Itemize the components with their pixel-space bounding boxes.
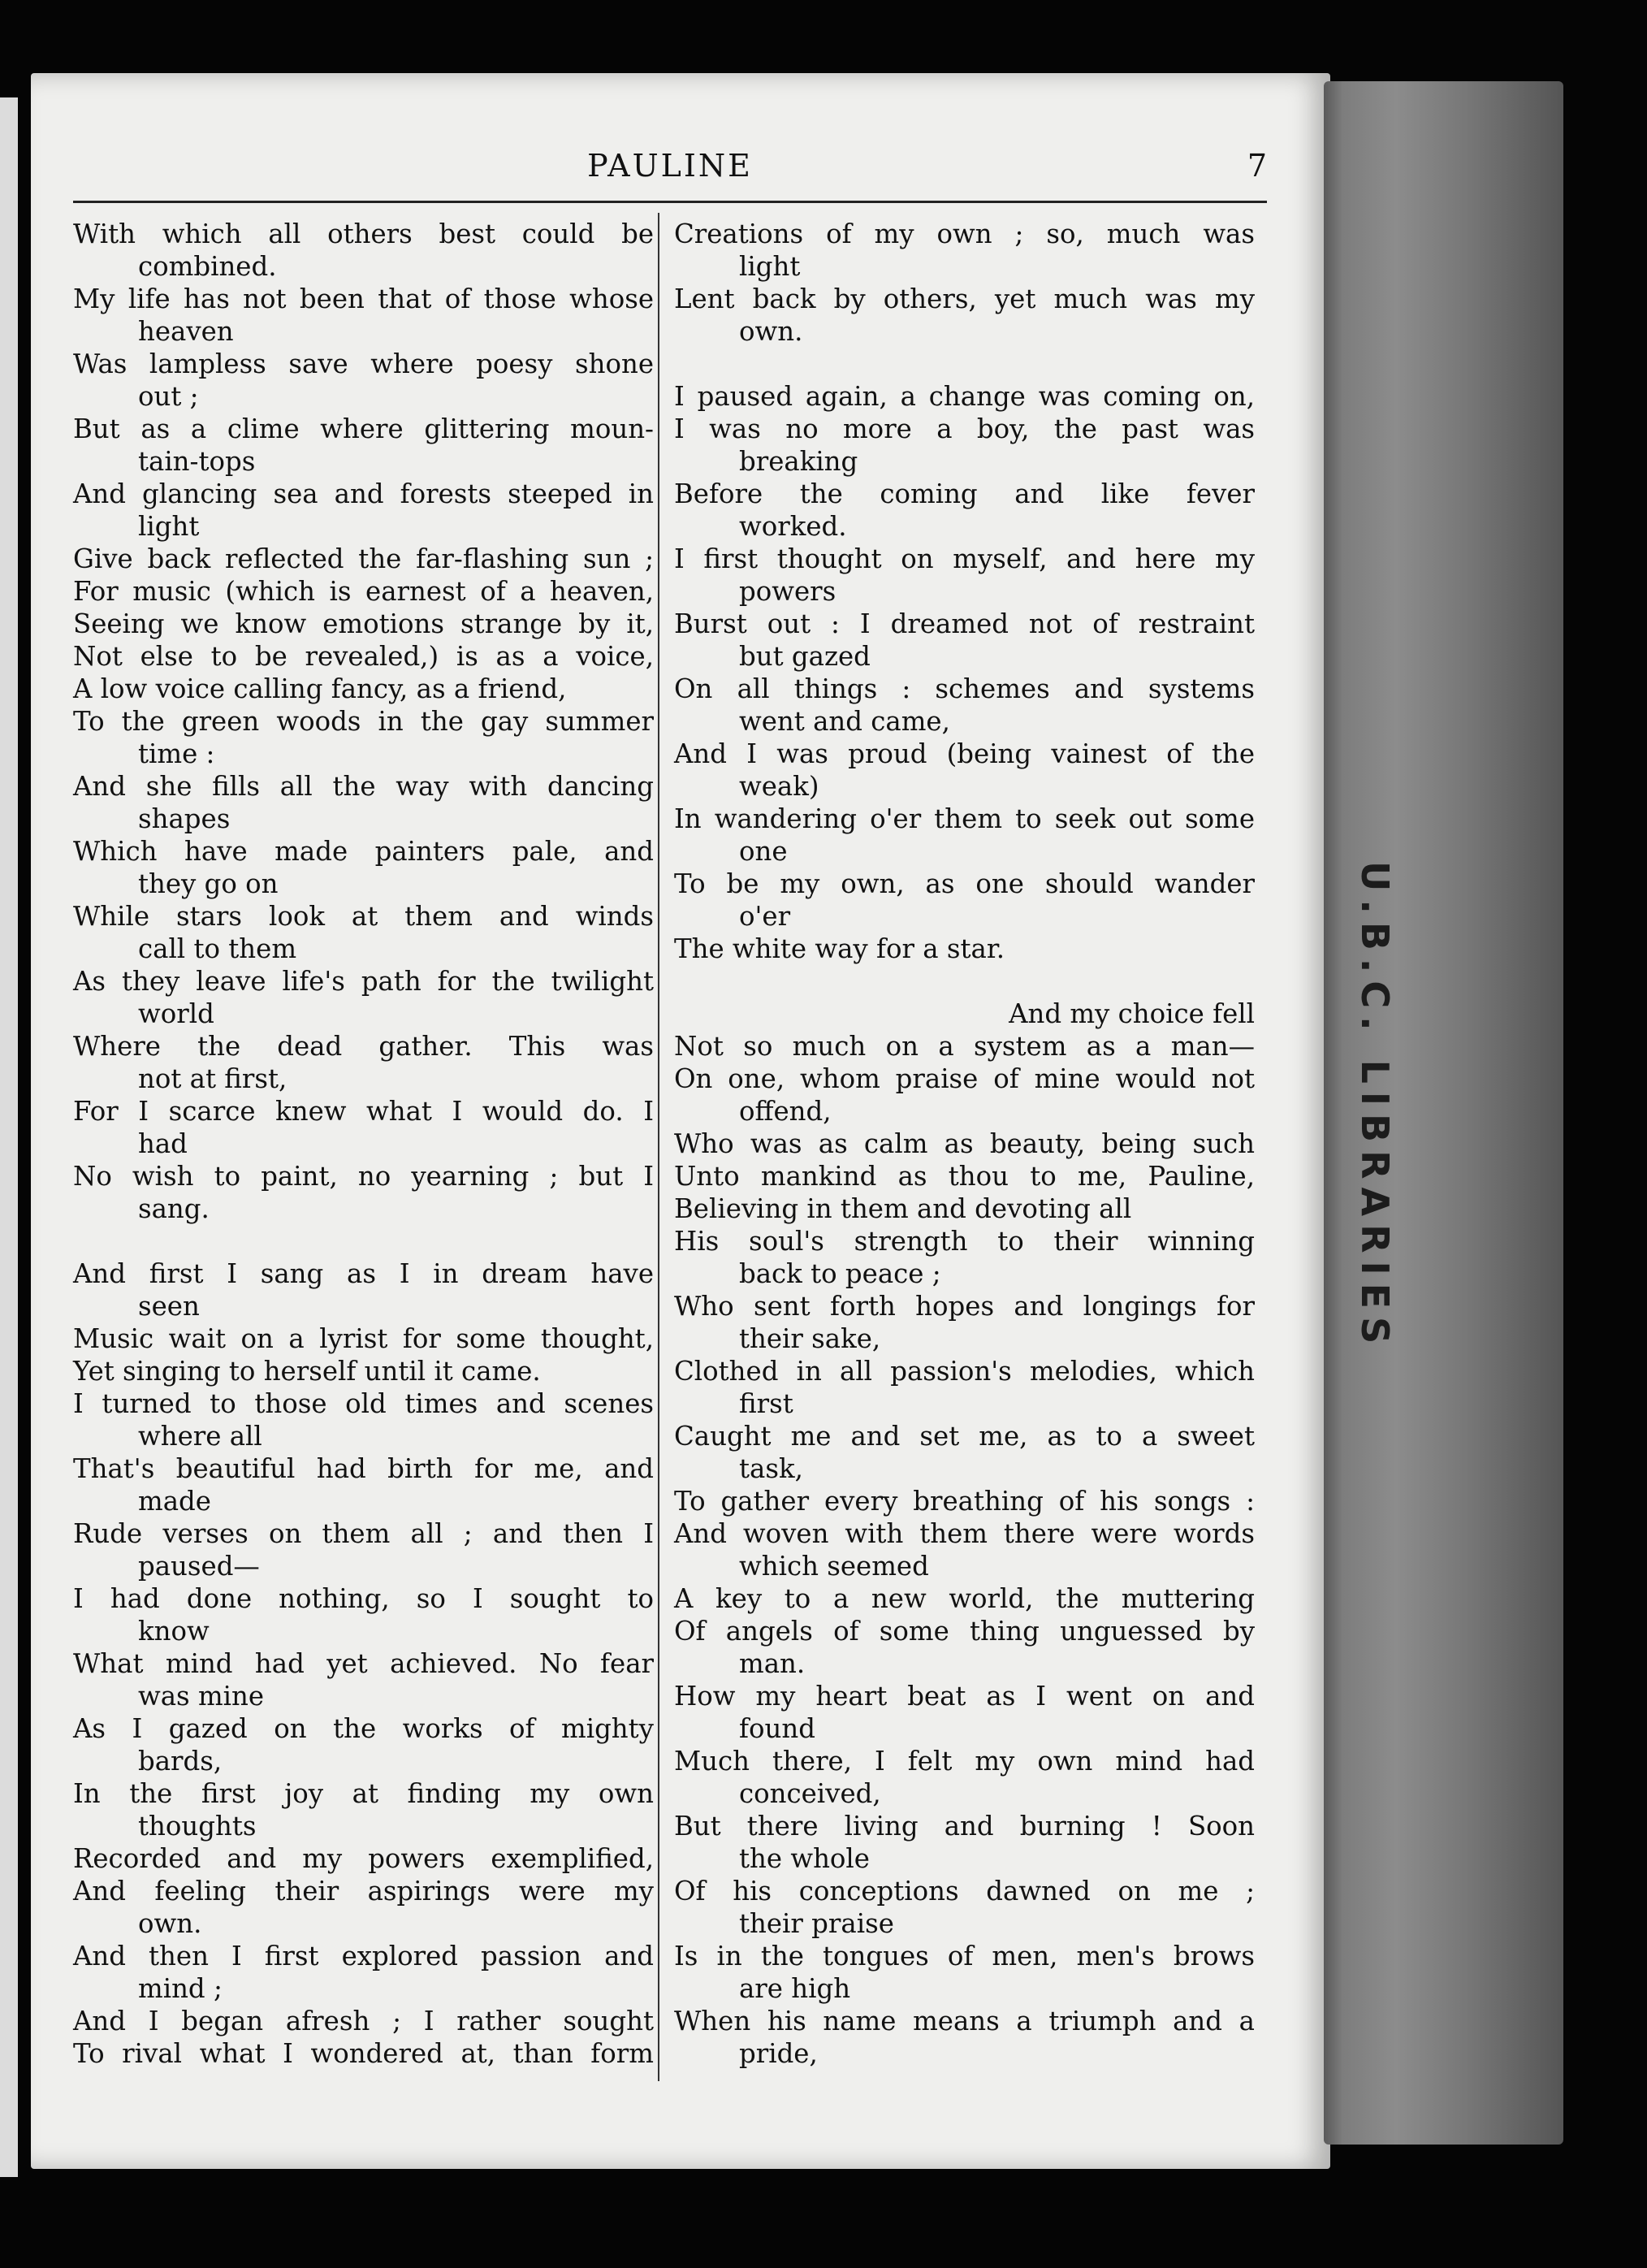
verse-line: Not so much on a system as a man— xyxy=(674,1031,1255,1062)
verse-line: out ; xyxy=(138,381,199,412)
verse-line: weak) xyxy=(739,771,819,802)
verse-line: On all things : schemes and systems xyxy=(674,673,1255,704)
verse-line: thoughts xyxy=(138,1811,257,1842)
verse-line: went and came, xyxy=(739,706,950,737)
verse-line: Burst out : I dreamed not of restraint xyxy=(674,608,1255,639)
column-divider xyxy=(658,213,659,2081)
verse-line: they go on xyxy=(138,868,279,899)
header-rule xyxy=(73,201,1267,203)
verse-line: which seemed xyxy=(739,1551,929,1582)
verse-line: To the green woods in the gay summer xyxy=(73,706,654,737)
verse-line: time : xyxy=(138,738,215,769)
verse-line: paused— xyxy=(138,1551,260,1582)
verse-line: Clothed in all passion's melodies, which xyxy=(674,1356,1255,1387)
verse-line: Caught me and set me, as to a sweet xyxy=(674,1421,1255,1452)
verse-line: Much there, I felt my own mind had xyxy=(674,1746,1255,1777)
verse-line: And first I sang as I in dream have xyxy=(73,1258,654,1289)
verse-line: first xyxy=(739,1388,793,1419)
verse-line: And then I first explored passion and xyxy=(73,1941,654,1972)
verse-line: light xyxy=(138,511,200,542)
verse-line: And I began afresh ; I rather sought xyxy=(73,2006,654,2036)
verse-line: had xyxy=(138,1128,188,1159)
verse-line: With which all others best could be xyxy=(73,219,654,249)
verse-line: world xyxy=(138,998,214,1029)
verse-line: Not else to be revealed,) is as a voice, xyxy=(73,641,654,672)
verse-line: To be my own, as one should wander xyxy=(674,868,1255,899)
verse-line: For music (which is earnest of a heaven, xyxy=(73,576,654,607)
verse-line: powers xyxy=(739,576,836,607)
verse-line: know xyxy=(138,1616,210,1647)
verse-line: His soul's strength to their winning xyxy=(674,1226,1255,1257)
verse-line: I was no more a boy, the past was xyxy=(674,413,1255,444)
verse-line: tain-tops xyxy=(138,446,256,477)
verse-line: And woven with them there were words xyxy=(674,1518,1255,1549)
stanza-break xyxy=(674,348,1255,380)
verse-line: A low voice calling fancy, as a friend, xyxy=(73,673,567,704)
verse-line: task, xyxy=(739,1453,803,1484)
verse-line: Unto mankind as thou to me, Pauline, xyxy=(674,1161,1255,1192)
verse-line: When his name means a triumph and a xyxy=(674,2006,1255,2036)
verse-line: Recorded and my powers exemplified, xyxy=(73,1843,654,1874)
verse-line: heaven xyxy=(138,316,234,347)
verse-line: where all xyxy=(138,1421,262,1452)
verse-line: one xyxy=(739,836,788,867)
verse-line: That's beautiful had birth for me, and xyxy=(73,1453,654,1484)
verse-line: How my heart beat as I went on and xyxy=(674,1681,1255,1712)
verse-line: For I scarce knew what I would do. I xyxy=(73,1096,654,1127)
verse-line: not at first, xyxy=(138,1063,287,1094)
spine-label: U.B.C. LIBRARIES xyxy=(1353,861,1397,1353)
verse-line: own. xyxy=(138,1908,202,1939)
verse-line: breaking xyxy=(739,446,858,477)
verse-line: And glancing sea and forests steeped in xyxy=(73,478,654,509)
verse-line: My life has not been that of those whose xyxy=(73,284,654,314)
verse-line: conceived, xyxy=(739,1778,881,1809)
verse-line: Creations of my own ; so, much was xyxy=(674,219,1255,249)
verse-line: was mine xyxy=(138,1681,265,1712)
previous-page-edge xyxy=(0,97,18,2177)
verse-line: What mind had yet achieved. No fear xyxy=(73,1648,654,1679)
verse-line: And feeling their aspirings were my xyxy=(73,1876,654,1907)
verse-line: Which have made painters pale, and xyxy=(73,836,654,867)
verse-line: To gather every breathing of his songs : xyxy=(674,1486,1255,1517)
verse-line: back to peace ; xyxy=(739,1258,941,1289)
verse-line: found xyxy=(739,1713,815,1744)
verse-line: shapes xyxy=(138,803,231,834)
verse-line: Before the coming and like fever xyxy=(674,478,1255,509)
verse-line: Believing in them and devoting all xyxy=(674,1193,1132,1224)
verse-line: Who was as calm as beauty, being such xyxy=(674,1128,1255,1159)
verse-line: pride, xyxy=(739,2038,818,2069)
verse-line: are high xyxy=(739,1973,851,2004)
page-number: 7 xyxy=(1247,148,1267,184)
verse-line: Who sent forth hopes and longings for xyxy=(674,1291,1255,1322)
verse-line: I turned to those old times and scenes xyxy=(73,1388,654,1419)
verse-line: Was lampless save where poesy shone xyxy=(73,348,654,379)
verse-line: combined. xyxy=(138,251,277,282)
verse-line: In wandering o'er them to seek out some xyxy=(674,803,1255,834)
verse-line: Seeing we know emotions strange by it, xyxy=(73,608,654,639)
verse-line: Music wait on a lyrist for some thought, xyxy=(73,1323,654,1354)
verse-line: The white way for a star. xyxy=(674,933,1005,964)
verse-line: To rival what I wondered at, than form xyxy=(73,2038,654,2069)
verse-line: Where the dead gather. This was xyxy=(73,1031,654,1062)
verse-line: And I was proud (being vainest of the xyxy=(674,738,1255,769)
verse-line: As I gazed on the works of mighty xyxy=(73,1713,654,1744)
verse-line: worked. xyxy=(739,511,847,542)
verse-line: but gazed xyxy=(739,641,871,672)
verse-line: offend, xyxy=(739,1096,832,1127)
verse-line: sang. xyxy=(138,1193,210,1224)
verse-line: As they leave life's path for the twilight xyxy=(73,966,654,997)
verse-line: light xyxy=(739,251,801,282)
verse-line: Of angels of some thing unguessed by xyxy=(674,1616,1255,1647)
verse-line: man. xyxy=(739,1648,806,1679)
verse-line: seen xyxy=(138,1291,200,1322)
verse-line: In the first joy at finding my own xyxy=(73,1778,654,1809)
verse-line: While stars look at them and winds xyxy=(73,901,654,932)
stanza-break xyxy=(73,1225,654,1257)
verse-line: the whole xyxy=(739,1843,870,1874)
verse-line: Rude verses on them all ; and then I xyxy=(73,1518,654,1549)
verse-line: I had done nothing, so I sought to xyxy=(73,1583,654,1614)
verse-line: their sake, xyxy=(739,1323,881,1354)
verse-line: But as a clime where glittering moun- xyxy=(73,413,654,444)
verse-line: their praise xyxy=(739,1908,894,1939)
verse-line: Lent back by others, yet much was my xyxy=(674,284,1255,314)
verse-line: Yet singing to herself until it came. xyxy=(73,1356,541,1387)
verse-line: I paused again, a change was coming on, xyxy=(674,381,1255,412)
verse-line: And my choice fell xyxy=(1009,998,1255,1029)
verse-line: Of his conceptions dawned on me ; xyxy=(674,1876,1255,1907)
verse-line: A key to a new world, the muttering xyxy=(674,1583,1255,1614)
verse-line: mind ; xyxy=(138,1973,223,2004)
verse-line: No wish to paint, no yearning ; but I xyxy=(73,1161,654,1192)
right-column xyxy=(674,218,1255,2070)
verse-line: o'er xyxy=(739,901,791,932)
verse-line: made xyxy=(138,1486,211,1517)
verse-line: Give back reflected the far-flashing sun ; xyxy=(73,543,654,574)
verse-line: But there living and burning ! Soon xyxy=(674,1811,1255,1842)
verse-line: own. xyxy=(739,316,803,347)
verse-line: On one, whom praise of mine would not xyxy=(674,1063,1255,1094)
running-title: PAULINE xyxy=(587,148,753,184)
page-header xyxy=(73,148,1267,197)
verse-line: And she fills all the way with dancing xyxy=(73,771,654,802)
left-column xyxy=(73,218,654,2070)
stanza-break xyxy=(674,965,1255,998)
verse-line: call to them xyxy=(138,933,297,964)
verse-line: Is in the tongues of men, men's brows xyxy=(674,1941,1255,1972)
verse-line: I first thought on myself, and here my xyxy=(674,543,1255,574)
verse-line: bards, xyxy=(138,1746,223,1777)
